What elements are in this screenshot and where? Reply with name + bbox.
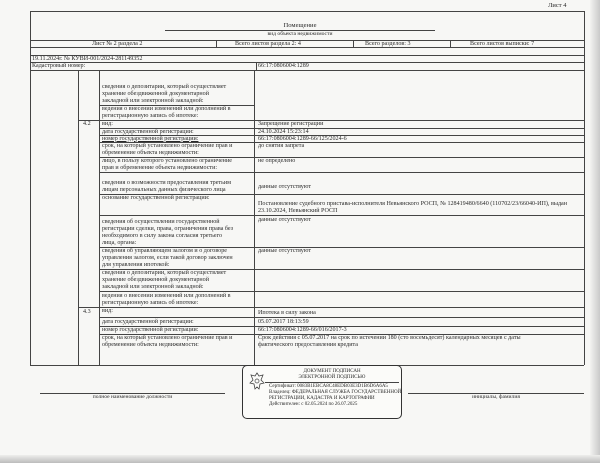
encumbrance-type: Ипотека в силу закона [258, 310, 316, 316]
record-number: 4.3 [83, 309, 91, 315]
sections-total: Всего разделов: 3 [365, 41, 411, 47]
name-caption: инициалы, фамилия [472, 394, 520, 400]
document-page: Лист 4 Помещение вид объекта недвижимости Лист № 2 раздела 2 Всего листов раздела 2: 4 Всего разделов: 3 Всего листов выписки: 7 19.11.2024г. № КУВИ-001/2024-281149352 Кадастровый номер: 66:17:0806004:1289 сведения о депозитарии, который осуществляет хранение обездвиженной документарной закладной или электронной закладной: ведения о внесении изменений или дополнений в регистрационную запись об ипотеке: 4.2 вид: Запрещение регистрации дата государственной регистрации: 24.10.2024 15:23:14 номер государственной регистрации: 66:17:0806004:1289-66/125/2024-6 срок, на который установлено ограничение прав и обременение объекта недвижимости: до снятия запрета лицо, в пользу которого установлено ограничение прав и обременение объекта недвижимости: не определено сведения о возможности предоставления третьим лицам персональных данных физического лица данные отсутствуют основание государственной регистрации: Постановление судебного пристава-исполнителя Невьянского РОСП, № 128419480/6640 (110702/23/66040-ИП), выдан 23.10.2024, Невьянский РОСП сведения об осуществлении государственной регистрации сделки, права, ограничения права без необходимого в силу закона согласия третьего лица, органа: данные отсутствуют сведения об управляющем залогом и о договоре управления залогом, если такой договор заключен для управления ипотекой: данные отсутствуют сведения о депозитарии, который осуществляет хранение обездвиженной документарной закладной или электронной закладной: ведения о внесении изменений или дополнений в регистрационную запись об ипотеке: 4.3 вид: Ипотека в силу закона дата государственной регистрации: 05.07.2017 18:13:59 номер государственной регистрации: 66:17:0806004:1289-66/016/2017-3 срок, на который установлено ограничение прав и обременение объекта недвижимости: Срок действия с 05.07.2017 на срок по истечении 180 (сто восемьдесят) календарных месяцев с даты фактического предоставления кредита ДОКУМЕНТ ПОДПИСАН ЭЛЕКТРОННОЙ ПОДПИСЬЮ Сертификат: 0083B1EBCA8C48EDB03E3D1B6D6A6A5 Владелец: ФЕДЕРАЛЬНАЯ СЛУЖБА ГОСУДАРСТВЕННОЙ РЕГИСТРАЦИИ, КАДАСТРА И КАРТОГРАФИИ Действителен: с 02.05.2024 по 26.07.2025 полное наименование должности инициалы, фамилия [0, 0, 600, 463]
extract-total: Всего листов выписки: 7 [470, 41, 535, 47]
document-title: Помещение [283, 22, 317, 29]
pledge-manager: данные отсутствуют [258, 248, 311, 254]
sheet-section: Лист № 2 раздела 2 [92, 41, 143, 47]
document-subtitle: вид объекта недвижимости [267, 31, 333, 37]
sheet-label: Лист 4 [548, 2, 567, 9]
registration-date: 05.07.2017 18:13:59 [258, 319, 309, 325]
registration-number: 66:17:0806004:1289-66/125/2024-6 [258, 135, 347, 142]
restriction-term: Срок действия с 05.07.2017 на срок по истечении 180 (сто восемьдесят) календарных месяцев с даты [258, 335, 521, 341]
restriction-term: до снятия запрета [258, 143, 305, 149]
total-sheets-section: Всего листов раздела 2: 4 [235, 41, 301, 47]
third-party-data: данные отсутствуют [258, 184, 311, 190]
cadastral-number: 66:17:0806004:1289 [258, 63, 309, 69]
registration-number: 66:17:0806004:1289-66/016/2017-3 [258, 327, 347, 333]
position-caption: полное наименование должности [92, 394, 173, 400]
encumbrance-type: Запрещение регистрации [258, 121, 324, 127]
registration-basis: Постановление судебного пристава-исполнителя Невьянского РОСП, № 128419480/6640 (110702/23/66040-ИП), выдан 23.10.2024, Невьянский РОСП [258, 201, 568, 214]
registration-date: 24.10.2024 15:23:14 [258, 128, 309, 135]
emblem-icon [249, 372, 265, 392]
extract-date-number: 19.11.2024г. № КУВИ-001/2024-281149352 [32, 56, 143, 62]
record-number: 4.2 [83, 121, 91, 127]
beneficiary: не определено [258, 158, 296, 164]
consent-data: данные отсутствуют [258, 217, 311, 223]
electronic-signature-stamp: ДОКУМЕНТ ПОДПИСАН ЭЛЕКТРОННОЙ ПОДПИСЬЮ Сертификат: 0083B1EBCA8C48EDB03E3D1B6D6A6A5 Владелец: ФЕДЕРАЛЬНАЯ СЛУЖБА ГОСУДАРСТВЕННОЙ РЕГИСТРАЦИИ, КАДАСТРА И КАРТОГРАФИИ Действителен: с 02.05.2024 по 26.07.2025 [242, 365, 402, 419]
cadastral-label: Кадастровый номер: [32, 63, 86, 69]
